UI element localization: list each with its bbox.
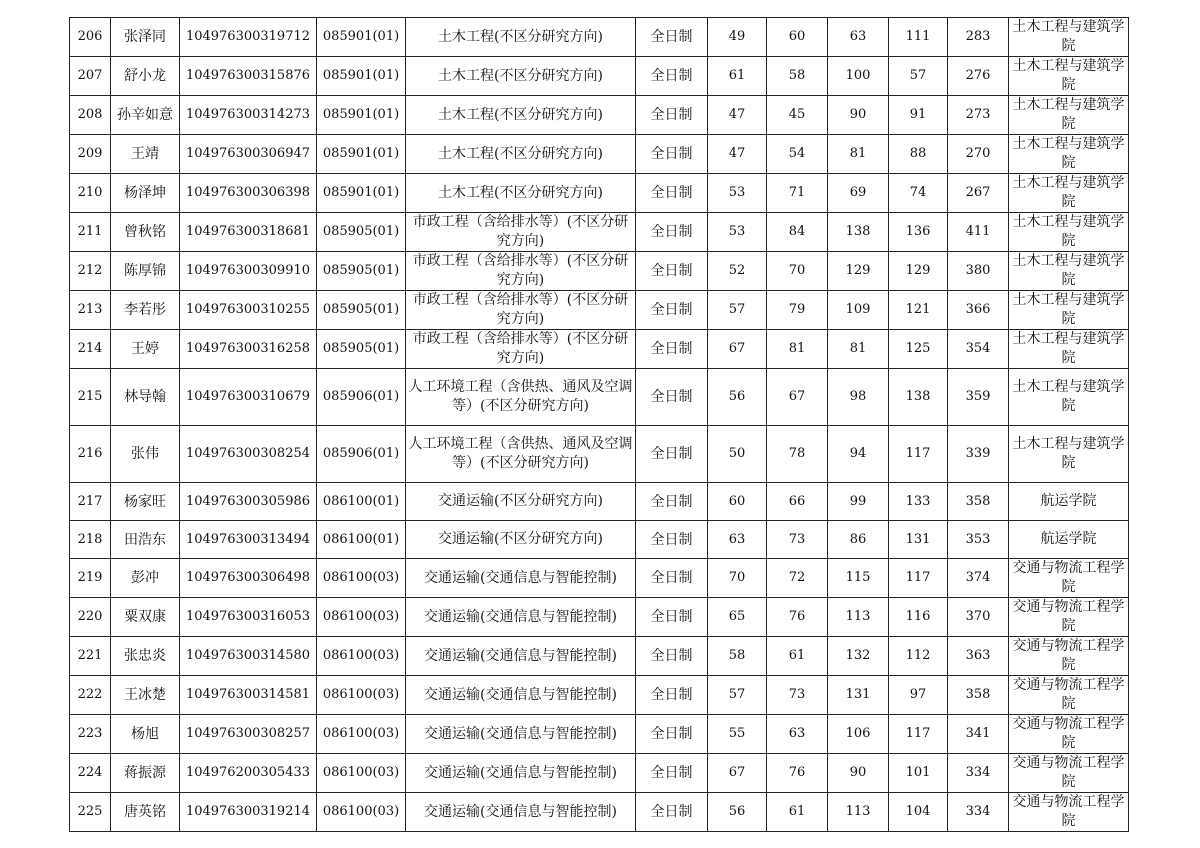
college-cell: 交通与物流工程学院 [1009, 754, 1129, 793]
score-subject2-cell: 131 [889, 521, 948, 559]
exam-id-cell: 104976300319712 [180, 18, 317, 57]
exam-id-cell: 104976300316258 [180, 330, 317, 369]
table-row [70, 483, 1129, 521]
score-subject1-cell: 63 [828, 18, 889, 57]
study-mode-cell: 全日制 [636, 676, 708, 715]
table-row [70, 559, 1129, 598]
major-code-cell: 085901(01) [317, 57, 406, 96]
study-mode-cell: 全日制 [636, 559, 708, 598]
score-subject1-cell: 69 [828, 174, 889, 213]
total-score-cell: 267 [948, 174, 1009, 213]
score-subject2-cell: 97 [889, 676, 948, 715]
score-subject2-cell: 117 [889, 559, 948, 598]
score-politics-cell: 57 [708, 291, 767, 330]
score-language-cell: 84 [767, 213, 828, 252]
score-subject1-cell: 90 [828, 754, 889, 793]
score-subject1-cell: 81 [828, 135, 889, 174]
candidate-name-cell: 孙辛如意 [111, 96, 180, 135]
score-subject1-cell: 138 [828, 213, 889, 252]
candidate-name-cell: 张泽同 [111, 18, 180, 57]
seq-cell: 215 [70, 369, 111, 426]
major-code-cell: 085905(01) [317, 252, 406, 291]
study-mode-cell: 全日制 [636, 18, 708, 57]
score-subject2-cell: 88 [889, 135, 948, 174]
score-language-cell: 72 [767, 559, 828, 598]
total-score-cell: 353 [948, 521, 1009, 559]
exam-id-cell: 104976300308254 [180, 426, 317, 483]
exam-id-cell: 104976300314580 [180, 637, 317, 676]
score-subject1-cell: 106 [828, 715, 889, 754]
score-politics-cell: 49 [708, 18, 767, 57]
major-code-cell: 085901(01) [317, 96, 406, 135]
score-subject2-cell: 111 [889, 18, 948, 57]
major-name-cell: 市政工程（含给排水等）(不区分研究方向) [406, 252, 636, 291]
score-language-cell: 81 [767, 330, 828, 369]
major-name-cell: 交通运输(交通信息与智能控制) [406, 754, 636, 793]
score-language-cell: 54 [767, 135, 828, 174]
study-mode-cell: 全日制 [636, 213, 708, 252]
score-subject2-cell: 112 [889, 637, 948, 676]
score-language-cell: 61 [767, 637, 828, 676]
score-subject1-cell: 81 [828, 330, 889, 369]
candidate-name-cell: 曾秋铭 [111, 213, 180, 252]
seq-cell: 207 [70, 57, 111, 96]
major-code-cell: 086100(03) [317, 559, 406, 598]
college-cell: 交通与物流工程学院 [1009, 598, 1129, 637]
table-row [70, 637, 1129, 676]
admission-score-table [69, 17, 1129, 832]
college-cell: 土木工程与建筑学院 [1009, 330, 1129, 369]
score-language-cell: 61 [767, 793, 828, 832]
college-cell: 土木工程与建筑学院 [1009, 213, 1129, 252]
total-score-cell: 273 [948, 96, 1009, 135]
score-subject2-cell: 121 [889, 291, 948, 330]
score-politics-cell: 67 [708, 754, 767, 793]
score-subject2-cell: 136 [889, 213, 948, 252]
score-politics-cell: 70 [708, 559, 767, 598]
candidate-name-cell: 唐英铭 [111, 793, 180, 832]
seq-cell: 225 [70, 793, 111, 832]
total-score-cell: 283 [948, 18, 1009, 57]
exam-id-cell: 104976200305433 [180, 754, 317, 793]
exam-id-cell: 104976300309910 [180, 252, 317, 291]
seq-cell: 211 [70, 213, 111, 252]
score-politics-cell: 65 [708, 598, 767, 637]
exam-id-cell: 104976300316053 [180, 598, 317, 637]
score-subject2-cell: 138 [889, 369, 948, 426]
score-politics-cell: 60 [708, 483, 767, 521]
major-code-cell: 085905(01) [317, 291, 406, 330]
score-subject1-cell: 100 [828, 57, 889, 96]
score-politics-cell: 55 [708, 715, 767, 754]
seq-cell: 209 [70, 135, 111, 174]
major-name-cell: 人工环境工程（含供热、通风及空调等）(不区分研究方向) [406, 369, 636, 426]
table-row [70, 598, 1129, 637]
study-mode-cell: 全日制 [636, 57, 708, 96]
exam-id-cell: 104976300314581 [180, 676, 317, 715]
score-politics-cell: 57 [708, 676, 767, 715]
score-subject2-cell: 133 [889, 483, 948, 521]
total-score-cell: 358 [948, 676, 1009, 715]
exam-id-cell: 104976300305986 [180, 483, 317, 521]
score-language-cell: 60 [767, 18, 828, 57]
exam-id-cell: 104976300315876 [180, 57, 317, 96]
seq-cell: 222 [70, 676, 111, 715]
candidate-name-cell: 粟双康 [111, 598, 180, 637]
exam-id-cell: 104976300310255 [180, 291, 317, 330]
study-mode-cell: 全日制 [636, 754, 708, 793]
score-politics-cell: 56 [708, 369, 767, 426]
college-cell: 土木工程与建筑学院 [1009, 96, 1129, 135]
score-subject1-cell: 132 [828, 637, 889, 676]
seq-cell: 212 [70, 252, 111, 291]
seq-cell: 210 [70, 174, 111, 213]
score-language-cell: 58 [767, 57, 828, 96]
score-language-cell: 71 [767, 174, 828, 213]
major-code-cell: 085906(01) [317, 426, 406, 483]
major-name-cell: 交通运输(不区分研究方向) [406, 483, 636, 521]
score-politics-cell: 53 [708, 174, 767, 213]
study-mode-cell: 全日制 [636, 291, 708, 330]
total-score-cell: 354 [948, 330, 1009, 369]
major-code-cell: 086100(01) [317, 483, 406, 521]
table-row [70, 793, 1129, 832]
score-subject1-cell: 94 [828, 426, 889, 483]
seq-cell: 220 [70, 598, 111, 637]
seq-cell: 218 [70, 521, 111, 559]
major-code-cell: 085901(01) [317, 174, 406, 213]
table-row [70, 715, 1129, 754]
college-cell: 交通与物流工程学院 [1009, 715, 1129, 754]
table-row [70, 174, 1129, 213]
study-mode-cell: 全日制 [636, 369, 708, 426]
table-row [70, 135, 1129, 174]
table-row [70, 96, 1129, 135]
college-cell: 土木工程与建筑学院 [1009, 291, 1129, 330]
college-cell: 航运学院 [1009, 483, 1129, 521]
study-mode-cell: 全日制 [636, 330, 708, 369]
score-politics-cell: 50 [708, 426, 767, 483]
total-score-cell: 339 [948, 426, 1009, 483]
college-cell: 航运学院 [1009, 521, 1129, 559]
exam-id-cell: 104976300306498 [180, 559, 317, 598]
exam-id-cell: 104976300314273 [180, 96, 317, 135]
exam-id-cell: 104976300318681 [180, 213, 317, 252]
study-mode-cell: 全日制 [636, 637, 708, 676]
candidate-name-cell: 田浩东 [111, 521, 180, 559]
major-code-cell: 086100(01) [317, 521, 406, 559]
score-politics-cell: 52 [708, 252, 767, 291]
major-code-cell: 086100(03) [317, 793, 406, 832]
score-language-cell: 76 [767, 754, 828, 793]
major-name-cell: 交通运输(交通信息与智能控制) [406, 637, 636, 676]
study-mode-cell: 全日制 [636, 793, 708, 832]
college-cell: 土木工程与建筑学院 [1009, 369, 1129, 426]
score-politics-cell: 53 [708, 213, 767, 252]
major-code-cell: 085901(01) [317, 135, 406, 174]
score-politics-cell: 67 [708, 330, 767, 369]
total-score-cell: 359 [948, 369, 1009, 426]
score-politics-cell: 61 [708, 57, 767, 96]
score-language-cell: 67 [767, 369, 828, 426]
major-code-cell: 086100(03) [317, 676, 406, 715]
college-cell: 交通与物流工程学院 [1009, 793, 1129, 832]
score-subject2-cell: 104 [889, 793, 948, 832]
exam-id-cell: 104976300306398 [180, 174, 317, 213]
score-language-cell: 66 [767, 483, 828, 521]
major-code-cell: 085905(01) [317, 330, 406, 369]
candidate-name-cell: 王靖 [111, 135, 180, 174]
total-score-cell: 374 [948, 559, 1009, 598]
major-name-cell: 交通运输(交通信息与智能控制) [406, 793, 636, 832]
score-subject1-cell: 113 [828, 793, 889, 832]
score-subject2-cell: 91 [889, 96, 948, 135]
score-subject1-cell: 129 [828, 252, 889, 291]
candidate-name-cell: 王冰楚 [111, 676, 180, 715]
score-subject1-cell: 113 [828, 598, 889, 637]
candidate-name-cell: 杨家旺 [111, 483, 180, 521]
seq-cell: 213 [70, 291, 111, 330]
score-subject1-cell: 131 [828, 676, 889, 715]
score-language-cell: 79 [767, 291, 828, 330]
study-mode-cell: 全日制 [636, 426, 708, 483]
score-language-cell: 78 [767, 426, 828, 483]
candidate-name-cell: 彭冲 [111, 559, 180, 598]
score-language-cell: 76 [767, 598, 828, 637]
score-subject1-cell: 109 [828, 291, 889, 330]
table-row [70, 291, 1129, 330]
study-mode-cell: 全日制 [636, 174, 708, 213]
major-name-cell: 交通运输(交通信息与智能控制) [406, 598, 636, 637]
total-score-cell: 276 [948, 57, 1009, 96]
total-score-cell: 366 [948, 291, 1009, 330]
seq-cell: 214 [70, 330, 111, 369]
total-score-cell: 334 [948, 793, 1009, 832]
major-name-cell: 土木工程(不区分研究方向) [406, 174, 636, 213]
total-score-cell: 363 [948, 637, 1009, 676]
total-score-cell: 358 [948, 483, 1009, 521]
score-politics-cell: 56 [708, 793, 767, 832]
college-cell: 土木工程与建筑学院 [1009, 135, 1129, 174]
score-subject1-cell: 115 [828, 559, 889, 598]
table-row [70, 369, 1129, 426]
seq-cell: 206 [70, 18, 111, 57]
major-code-cell: 086100(03) [317, 715, 406, 754]
major-code-cell: 085905(01) [317, 213, 406, 252]
total-score-cell: 334 [948, 754, 1009, 793]
total-score-cell: 380 [948, 252, 1009, 291]
table-row [70, 426, 1129, 483]
score-subject2-cell: 74 [889, 174, 948, 213]
major-code-cell: 085906(01) [317, 369, 406, 426]
seq-cell: 216 [70, 426, 111, 483]
college-cell: 土木工程与建筑学院 [1009, 252, 1129, 291]
total-score-cell: 370 [948, 598, 1009, 637]
candidate-name-cell: 杨泽坤 [111, 174, 180, 213]
score-subject1-cell: 90 [828, 96, 889, 135]
college-cell: 土木工程与建筑学院 [1009, 57, 1129, 96]
candidate-name-cell: 蒋振源 [111, 754, 180, 793]
score-language-cell: 45 [767, 96, 828, 135]
major-name-cell: 土木工程(不区分研究方向) [406, 57, 636, 96]
study-mode-cell: 全日制 [636, 135, 708, 174]
college-cell: 土木工程与建筑学院 [1009, 426, 1129, 483]
major-name-cell: 市政工程（含给排水等）(不区分研究方向) [406, 291, 636, 330]
table-row [70, 18, 1129, 57]
major-code-cell: 086100(03) [317, 754, 406, 793]
major-name-cell: 市政工程（含给排水等）(不区分研究方向) [406, 213, 636, 252]
seq-cell: 224 [70, 754, 111, 793]
college-cell: 土木工程与建筑学院 [1009, 18, 1129, 57]
major-name-cell: 人工环境工程（含供热、通风及空调等）(不区分研究方向) [406, 426, 636, 483]
total-score-cell: 270 [948, 135, 1009, 174]
total-score-cell: 411 [948, 213, 1009, 252]
table-row [70, 252, 1129, 291]
major-name-cell: 土木工程(不区分研究方向) [406, 18, 636, 57]
candidate-name-cell: 张伟 [111, 426, 180, 483]
major-name-cell: 交通运输(交通信息与智能控制) [406, 715, 636, 754]
score-politics-cell: 58 [708, 637, 767, 676]
study-mode-cell: 全日制 [636, 598, 708, 637]
exam-id-cell: 104976300313494 [180, 521, 317, 559]
major-name-cell: 交通运输(交通信息与智能控制) [406, 676, 636, 715]
college-cell: 交通与物流工程学院 [1009, 637, 1129, 676]
candidate-name-cell: 陈厚锦 [111, 252, 180, 291]
table-row [70, 213, 1129, 252]
score-politics-cell: 47 [708, 96, 767, 135]
major-name-cell: 交通运输(交通信息与智能控制) [406, 559, 636, 598]
score-subject2-cell: 57 [889, 57, 948, 96]
table-body [70, 18, 1129, 832]
candidate-name-cell: 舒小龙 [111, 57, 180, 96]
seq-cell: 208 [70, 96, 111, 135]
major-name-cell: 土木工程(不区分研究方向) [406, 96, 636, 135]
table-row [70, 57, 1129, 96]
major-name-cell: 交通运输(不区分研究方向) [406, 521, 636, 559]
score-language-cell: 73 [767, 676, 828, 715]
table-row [70, 330, 1129, 369]
score-language-cell: 73 [767, 521, 828, 559]
exam-id-cell: 104976300310679 [180, 369, 317, 426]
study-mode-cell: 全日制 [636, 252, 708, 291]
study-mode-cell: 全日制 [636, 521, 708, 559]
study-mode-cell: 全日制 [636, 483, 708, 521]
major-code-cell: 085901(01) [317, 18, 406, 57]
candidate-name-cell: 张忠炎 [111, 637, 180, 676]
score-subject2-cell: 101 [889, 754, 948, 793]
candidate-name-cell: 李若彤 [111, 291, 180, 330]
total-score-cell: 341 [948, 715, 1009, 754]
major-name-cell: 土木工程(不区分研究方向) [406, 135, 636, 174]
candidate-name-cell: 王婷 [111, 330, 180, 369]
score-language-cell: 63 [767, 715, 828, 754]
table-row [70, 754, 1129, 793]
score-subject2-cell: 117 [889, 426, 948, 483]
score-language-cell: 70 [767, 252, 828, 291]
major-code-cell: 086100(03) [317, 598, 406, 637]
candidate-name-cell: 林导翰 [111, 369, 180, 426]
score-subject1-cell: 98 [828, 369, 889, 426]
score-subject1-cell: 86 [828, 521, 889, 559]
exam-id-cell: 104976300308257 [180, 715, 317, 754]
candidate-name-cell: 杨旭 [111, 715, 180, 754]
college-cell: 交通与物流工程学院 [1009, 559, 1129, 598]
table-row [70, 521, 1129, 559]
score-politics-cell: 47 [708, 135, 767, 174]
seq-cell: 219 [70, 559, 111, 598]
table-row [70, 676, 1129, 715]
college-cell: 交通与物流工程学院 [1009, 676, 1129, 715]
seq-cell: 217 [70, 483, 111, 521]
exam-id-cell: 104976300319214 [180, 793, 317, 832]
score-subject1-cell: 99 [828, 483, 889, 521]
score-politics-cell: 63 [708, 521, 767, 559]
college-cell: 土木工程与建筑学院 [1009, 174, 1129, 213]
seq-cell: 221 [70, 637, 111, 676]
major-name-cell: 市政工程（含给排水等）(不区分研究方向) [406, 330, 636, 369]
score-subject2-cell: 129 [889, 252, 948, 291]
study-mode-cell: 全日制 [636, 715, 708, 754]
seq-cell: 223 [70, 715, 111, 754]
exam-id-cell: 104976300306947 [180, 135, 317, 174]
major-code-cell: 086100(03) [317, 637, 406, 676]
study-mode-cell: 全日制 [636, 96, 708, 135]
score-subject2-cell: 116 [889, 598, 948, 637]
score-subject2-cell: 125 [889, 330, 948, 369]
score-subject2-cell: 117 [889, 715, 948, 754]
